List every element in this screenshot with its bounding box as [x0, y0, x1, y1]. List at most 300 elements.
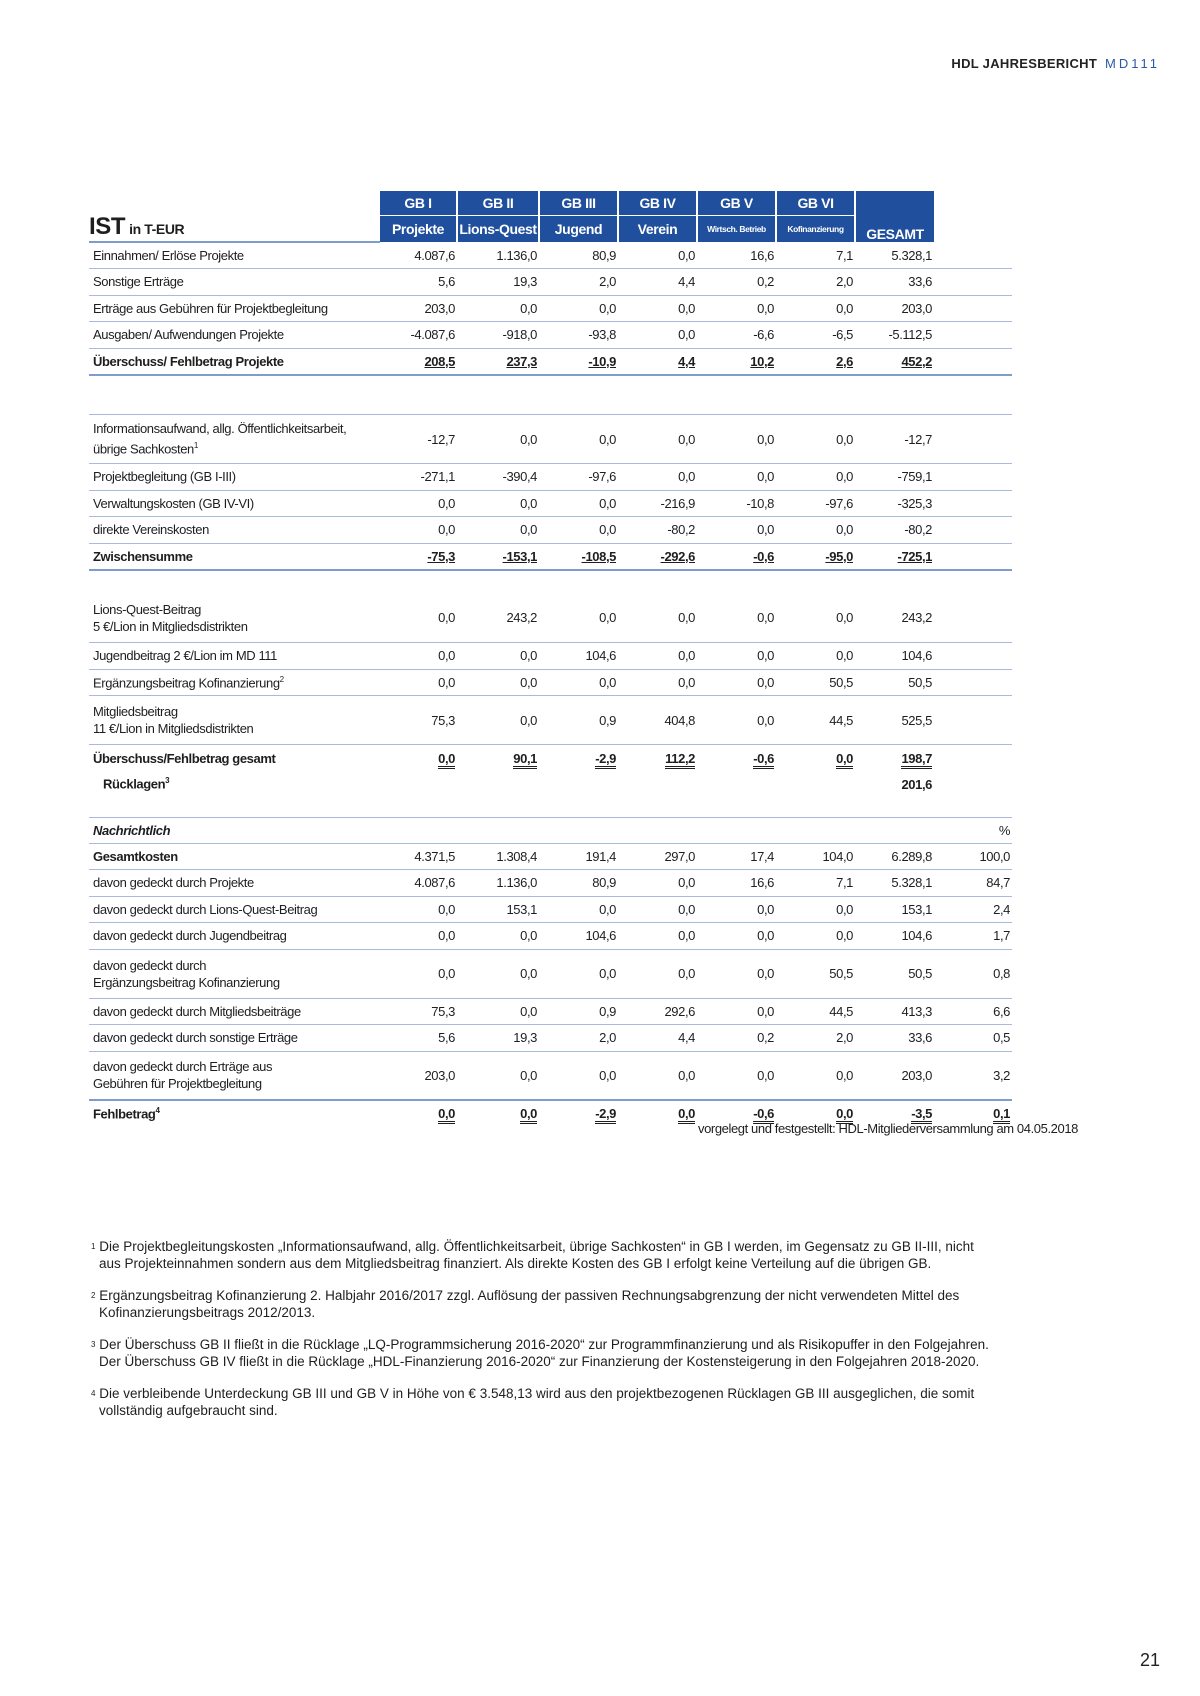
cell-value: 0,0: [678, 300, 695, 316]
cell-value: 50,5: [908, 966, 932, 981]
cell-value: -12,7: [427, 431, 455, 447]
table-cell: [457, 415, 539, 464]
cell-value: 0,9: [599, 1003, 616, 1019]
table-cell: [379, 322, 457, 349]
header-spacer: [934, 191, 1012, 242]
cell-value: 0,0: [678, 247, 695, 263]
table-cell: [379, 843, 457, 870]
footnote-number: 1: [91, 1242, 96, 1251]
table-cell: [457, 643, 539, 670]
cell-value: -93,8: [588, 327, 616, 343]
cell-value: 1.136,0: [496, 247, 537, 263]
spacer-cell: [379, 375, 457, 415]
row-label-text: Zwischensumme: [93, 548, 193, 564]
table-cell: [934, 643, 1012, 670]
cell-value: -153,1: [502, 548, 537, 564]
table-cell: [379, 817, 457, 843]
table-row: [89, 923, 1012, 950]
table-cell: [934, 594, 1012, 643]
cell-value: -325,3: [897, 495, 932, 511]
cell-value: -75,3: [427, 548, 455, 564]
table-cell: [539, 817, 618, 843]
cell-value: 2,0: [836, 274, 853, 290]
table-cell: [855, 1051, 934, 1100]
cell-value: 0,0: [757, 674, 774, 690]
table-cell: [855, 896, 934, 923]
row-label-text: direkte Vereinskosten: [93, 522, 209, 538]
table-cell: [618, 949, 697, 998]
column-name: GB IV: [619, 191, 696, 216]
table-cell: [697, 348, 776, 375]
table-cell: [457, 1100, 539, 1127]
cell-value: 243,2: [506, 610, 537, 626]
cell-value: 0,8: [993, 966, 1010, 981]
table-cell: [457, 745, 539, 772]
row-label-text: Rücklagen: [103, 776, 166, 792]
column-sub: Jugend: [554, 221, 603, 237]
cell-value: 1.308,4: [496, 848, 537, 864]
table-header-row: [89, 191, 1012, 242]
column-name: GB VI: [777, 191, 854, 216]
table-cell: [379, 896, 457, 923]
row-label: [89, 464, 379, 491]
table-cell: [618, 745, 697, 772]
table-cell: [379, 669, 457, 696]
table-cell: [776, 696, 855, 745]
table-cell: [697, 1051, 776, 1100]
table-row: [89, 643, 1012, 670]
section-spacer: [89, 797, 1012, 817]
cell-value: 0,0: [678, 674, 695, 690]
row-label: [89, 896, 379, 923]
table-cell: [379, 998, 457, 1025]
cell-value: -4.087,6: [410, 327, 455, 343]
approval-note: vorgelegt und festgestellt: HDL-Mitgliederversammlung am 04.05.2018: [697, 1121, 1078, 1136]
table-cell: [618, 771, 697, 797]
district-label: MD111: [1105, 56, 1160, 71]
cell-value: 0,0: [520, 1067, 537, 1083]
row-label-text: davon gedeckt durch sonstige Erträge: [93, 1030, 298, 1046]
table-cell: [697, 517, 776, 544]
table-cell: [539, 543, 618, 570]
table-cell: [776, 517, 855, 544]
cell-value: 0,0: [599, 674, 616, 690]
row-label: [89, 771, 379, 797]
row-label: [89, 870, 379, 897]
table-cell: [934, 1051, 1012, 1100]
table-cell: [776, 490, 855, 517]
cell-value: 1.136,0: [496, 875, 537, 891]
table-cell: [697, 771, 776, 797]
row-label: [89, 745, 379, 772]
table-cell: [379, 464, 457, 491]
row-label-line1: Lions-Quest-Beitrag: [93, 601, 202, 617]
column-name: GESAMT: [866, 226, 924, 242]
cell-value: -12,7: [904, 431, 932, 447]
table-cell: [379, 949, 457, 998]
cell-value: 7,1: [836, 875, 853, 891]
table-cell: [618, 1051, 697, 1100]
row-label-text: Erträge aus Gebühren für Projektbegleitung: [93, 300, 328, 316]
footnote: [91, 1238, 991, 1272]
cell-value: 0,0: [520, 431, 537, 447]
table-cell: [934, 771, 1012, 797]
spacer-cell: [379, 570, 457, 594]
table-cell: [539, 896, 618, 923]
table-cell: [697, 643, 776, 670]
cell-value: -6,6: [753, 327, 774, 343]
table-cell: [855, 543, 934, 570]
cell-value: 404,8: [664, 712, 695, 728]
table-cell: [618, 1025, 697, 1052]
table-row: [89, 896, 1012, 923]
table-cell: [539, 1100, 618, 1127]
table-cell: [934, 870, 1012, 897]
table-cell: [618, 490, 697, 517]
column-header-gb3: [539, 191, 618, 242]
row-label: [89, 949, 379, 998]
cell-value: 100,0: [979, 848, 1010, 864]
table-cell: [697, 415, 776, 464]
row-label: [89, 322, 379, 349]
table-cell: [855, 295, 934, 322]
row-label-line1: davon gedeckt durch: [93, 957, 207, 973]
table-cell: [855, 464, 934, 491]
cell-value: 4.087,6: [414, 247, 455, 263]
cell-value: 0,0: [599, 495, 616, 511]
cell-value: 0,0: [678, 610, 695, 626]
footnote-number: 4: [91, 1389, 96, 1398]
cell-value: 0,0: [599, 966, 616, 981]
table-cell: [539, 771, 618, 797]
cell-value: 50,5: [829, 966, 853, 981]
table-cell: [539, 1051, 618, 1100]
table-cell: [539, 998, 618, 1025]
cell-value: 0,9: [599, 712, 616, 728]
cell-value: 0,0: [678, 901, 695, 917]
cell-value: 0,0: [438, 1106, 455, 1124]
table-cell: [776, 1051, 855, 1100]
row-label-text: davon gedeckt durch Projekte: [93, 875, 254, 891]
row-label: [89, 490, 379, 517]
table-cell: [618, 464, 697, 491]
table-cell: [934, 348, 1012, 375]
table-cell: [776, 870, 855, 897]
cell-value: 0,0: [757, 966, 774, 981]
cell-value: 0,1: [993, 1106, 1010, 1124]
table-cell: [379, 745, 457, 772]
row-label-text: davon gedeckt durch Lions-Quest-Beitrag: [93, 901, 318, 917]
table-cell: [776, 594, 855, 643]
cell-value: 4,4: [678, 274, 695, 290]
table-row: [89, 348, 1012, 375]
cell-value: 0,0: [836, 1106, 853, 1124]
table-cell: [457, 669, 539, 696]
cell-value: 203,0: [424, 300, 455, 316]
cell-value: 2,0: [836, 1030, 853, 1046]
row-label-text: davon gedeckt durch Mitgliedsbeiträge: [93, 1003, 301, 1019]
cell-value: 50,5: [829, 674, 853, 690]
table-title-main: IST: [89, 213, 126, 240]
footnote: [91, 1287, 991, 1321]
table-cell: [457, 490, 539, 517]
table-cell: [934, 745, 1012, 772]
cell-value: 525,5: [901, 712, 932, 728]
cell-value: 75,3: [431, 712, 455, 728]
row-label-text: Einnahmen/ Erlöse Projekte: [93, 248, 244, 263]
cell-value: 0,0: [678, 966, 695, 981]
table-cell: [776, 415, 855, 464]
table-cell: [539, 517, 618, 544]
table-cell: [855, 322, 934, 349]
row-label-text: Verwaltungskosten (GB IV-VI): [93, 495, 254, 511]
cell-value: 0,0: [520, 966, 537, 981]
table-cell: [618, 896, 697, 923]
table-cell: [379, 490, 457, 517]
table-row: [89, 949, 1012, 998]
cell-value: 0,0: [438, 674, 455, 690]
table-cell: [539, 923, 618, 950]
cell-value: -0,6: [753, 751, 774, 769]
cell-value: -95,0: [825, 548, 853, 564]
cell-value: -3,5: [911, 1106, 932, 1124]
table-cell: [855, 490, 934, 517]
table-row: [89, 594, 1012, 643]
row-label-text: Ergänzungsbeitrag Kofinanzierung: [93, 674, 280, 690]
table-cell: [539, 1025, 618, 1052]
spacer-cell: [457, 570, 539, 594]
table-cell: [776, 771, 855, 797]
table-cell: [934, 896, 1012, 923]
table-cell: [776, 745, 855, 772]
cell-value: 0,0: [678, 469, 695, 485]
row-label-line2: Ergänzungsbeitrag Kofinanzierung: [93, 974, 280, 990]
cell-value: 0,0: [836, 648, 853, 664]
cell-value: 84,7: [986, 875, 1010, 891]
cell-value: 0,0: [520, 1003, 537, 1019]
section-spacer: [89, 570, 1012, 594]
table-cell: [379, 517, 457, 544]
cell-value: -80,2: [667, 522, 695, 538]
table-cell: [776, 1025, 855, 1052]
page-number: 21: [1139, 1650, 1160, 1670]
table-cell: [618, 870, 697, 897]
spacer-cell: [855, 797, 934, 817]
cell-value: 16,6: [750, 247, 774, 263]
table-cell: [618, 543, 697, 570]
cell-value: 17,4: [750, 848, 774, 864]
table-cell: [539, 348, 618, 375]
table-cell: [457, 1025, 539, 1052]
table-cell: [934, 517, 1012, 544]
table-cell: [776, 543, 855, 570]
table-cell: [618, 923, 697, 950]
cell-value: -918,0: [502, 327, 537, 343]
table-cell: [618, 594, 697, 643]
table-cell: [934, 322, 1012, 349]
table-title: [89, 191, 379, 242]
cell-value: 0,0: [599, 300, 616, 316]
cell-value: 0,0: [599, 610, 616, 626]
spacer-cell: [89, 375, 379, 415]
cell-value: 0,0: [836, 751, 853, 769]
cell-value: 0,0: [757, 1003, 774, 1019]
table-row: [89, 269, 1012, 296]
row-label-line2: Gebühren für Projektbegleitung: [93, 1076, 262, 1092]
table-cell: [457, 843, 539, 870]
column-name: GB II: [458, 191, 538, 216]
cell-value: 16,6: [750, 875, 774, 891]
table-cell: [934, 669, 1012, 696]
table-cell: [618, 348, 697, 375]
cell-value: 292,6: [664, 1003, 695, 1019]
spacer-cell: [539, 375, 618, 415]
table-cell: [776, 843, 855, 870]
table-cell: [618, 517, 697, 544]
cell-value: 4,4: [678, 353, 695, 369]
table-cell: [697, 949, 776, 998]
row-label-text: Ausgaben/ Aufwendungen Projekte: [93, 327, 284, 343]
cell-value: 0,0: [836, 300, 853, 316]
table-cell: [618, 643, 697, 670]
table-cell: [539, 745, 618, 772]
table-cell: [618, 242, 697, 269]
spacer-cell: [776, 570, 855, 594]
table-cell: [618, 998, 697, 1025]
cell-value: 0,0: [678, 875, 695, 891]
cell-value: 243,2: [901, 610, 932, 626]
column-header-gb1: [379, 191, 457, 242]
table-cell: [697, 490, 776, 517]
table-row: [89, 295, 1012, 322]
table-cell: [934, 949, 1012, 998]
cell-value: 104,6: [901, 648, 932, 664]
row-label: [89, 998, 379, 1025]
cell-value: -10,9: [588, 353, 616, 369]
table-cell: [855, 517, 934, 544]
column-name: GB I: [380, 191, 456, 216]
table-cell: [457, 771, 539, 797]
table-cell: [539, 269, 618, 296]
cell-value: 0,0: [757, 1067, 774, 1083]
table-row: [89, 464, 1012, 491]
table-cell: [379, 543, 457, 570]
cell-value: 0,0: [757, 610, 774, 626]
table-cell: [618, 295, 697, 322]
table-cell: [539, 242, 618, 269]
cell-value: 0,2: [757, 1030, 774, 1046]
table-cell: [776, 348, 855, 375]
table-cell: [457, 517, 539, 544]
table-cell: [776, 322, 855, 349]
cell-value: 0,0: [757, 901, 774, 917]
table-cell: [697, 817, 776, 843]
footnote-text: Ergänzungsbeitrag Kofinanzierung 2. Halbjahr 2016/2017 zzgl. Auflösung der passiven Rechnungsabgrenzung der nicht verwendeten Mittel des Kofinanzierungsbeitrags 2012/2013.: [99, 1288, 960, 1320]
spacer-cell: [776, 797, 855, 817]
row-label-text: Überschuss/ Fehlbetrag Projekte: [93, 353, 284, 369]
table-row: [89, 843, 1012, 870]
cell-value: 80,9: [592, 875, 616, 891]
column-sub: Verein: [637, 221, 678, 237]
table-row: [89, 322, 1012, 349]
cell-value: 0,0: [836, 1067, 853, 1083]
row-label-text: Gesamtkosten: [93, 848, 178, 864]
cell-value: 203,0: [901, 1067, 932, 1083]
cell-value: 5,6: [438, 1030, 455, 1046]
footnote-text: Die verbleibende Unterdeckung GB III und GB V in Höhe von € 3.548,13 wird aus den projektbezogenen Rücklagen GB III ausgeglichen, die somit vollständig aufgebraucht sind.: [99, 1386, 975, 1418]
percent-header: %: [934, 817, 1012, 843]
spacer-cell: [934, 375, 1012, 415]
cell-value: -108,5: [581, 548, 616, 564]
table-cell: [697, 322, 776, 349]
cell-value: 153,1: [506, 901, 537, 917]
table-cell: [697, 896, 776, 923]
table-cell: [855, 348, 934, 375]
cell-value: 0,0: [678, 431, 695, 447]
table-cell: [855, 870, 934, 897]
cell-value: 2,0: [599, 1030, 616, 1046]
cell-value: 0,0: [520, 300, 537, 316]
table-cell: [776, 949, 855, 998]
row-label-line2: übrige Sachkosten: [93, 441, 194, 457]
footnote: [91, 1336, 991, 1370]
table-cell: [539, 490, 618, 517]
table-cell: [379, 771, 457, 797]
table-row: [89, 870, 1012, 897]
table-cell: [539, 322, 618, 349]
table-cell: [379, 415, 457, 464]
cell-value: 0,0: [599, 431, 616, 447]
table-row: [89, 998, 1012, 1025]
table-cell: [776, 269, 855, 296]
cell-value: -292,6: [660, 548, 695, 564]
cell-value: 0,0: [836, 901, 853, 917]
table-cell: [855, 745, 934, 772]
table-row: [89, 745, 1012, 772]
footnote-ref: 1: [193, 441, 198, 451]
cell-value: 19,3: [513, 1030, 537, 1046]
table-cell: [776, 896, 855, 923]
table-cell: [457, 269, 539, 296]
table-cell: [776, 464, 855, 491]
table-cell: [697, 543, 776, 570]
table-cell: [697, 745, 776, 772]
table-cell: [457, 295, 539, 322]
spacer-cell: [539, 797, 618, 817]
row-label: [89, 295, 379, 322]
table-cell: [697, 998, 776, 1025]
row-label: [89, 517, 379, 544]
footnote-ref: 4: [155, 1106, 160, 1116]
table-cell: [934, 843, 1012, 870]
table-cell: [618, 669, 697, 696]
row-label-line2: 11 €/Lion in Mitgliedsdistrikten: [93, 721, 254, 736]
column-header-total: [855, 191, 934, 242]
spacer-cell: [697, 375, 776, 415]
spacer-cell: [697, 797, 776, 817]
table-cell: [855, 242, 934, 269]
table-cell: [379, 923, 457, 950]
table-cell: [934, 490, 1012, 517]
table-cell: [379, 870, 457, 897]
column-name: GB V: [698, 191, 775, 216]
cell-value: -2,9: [595, 1106, 616, 1124]
cell-value: 198,7: [901, 751, 932, 769]
cell-value: 0,0: [757, 522, 774, 538]
spacer-cell: [697, 570, 776, 594]
column-header-gb5: [697, 191, 776, 242]
table-cell: [379, 643, 457, 670]
